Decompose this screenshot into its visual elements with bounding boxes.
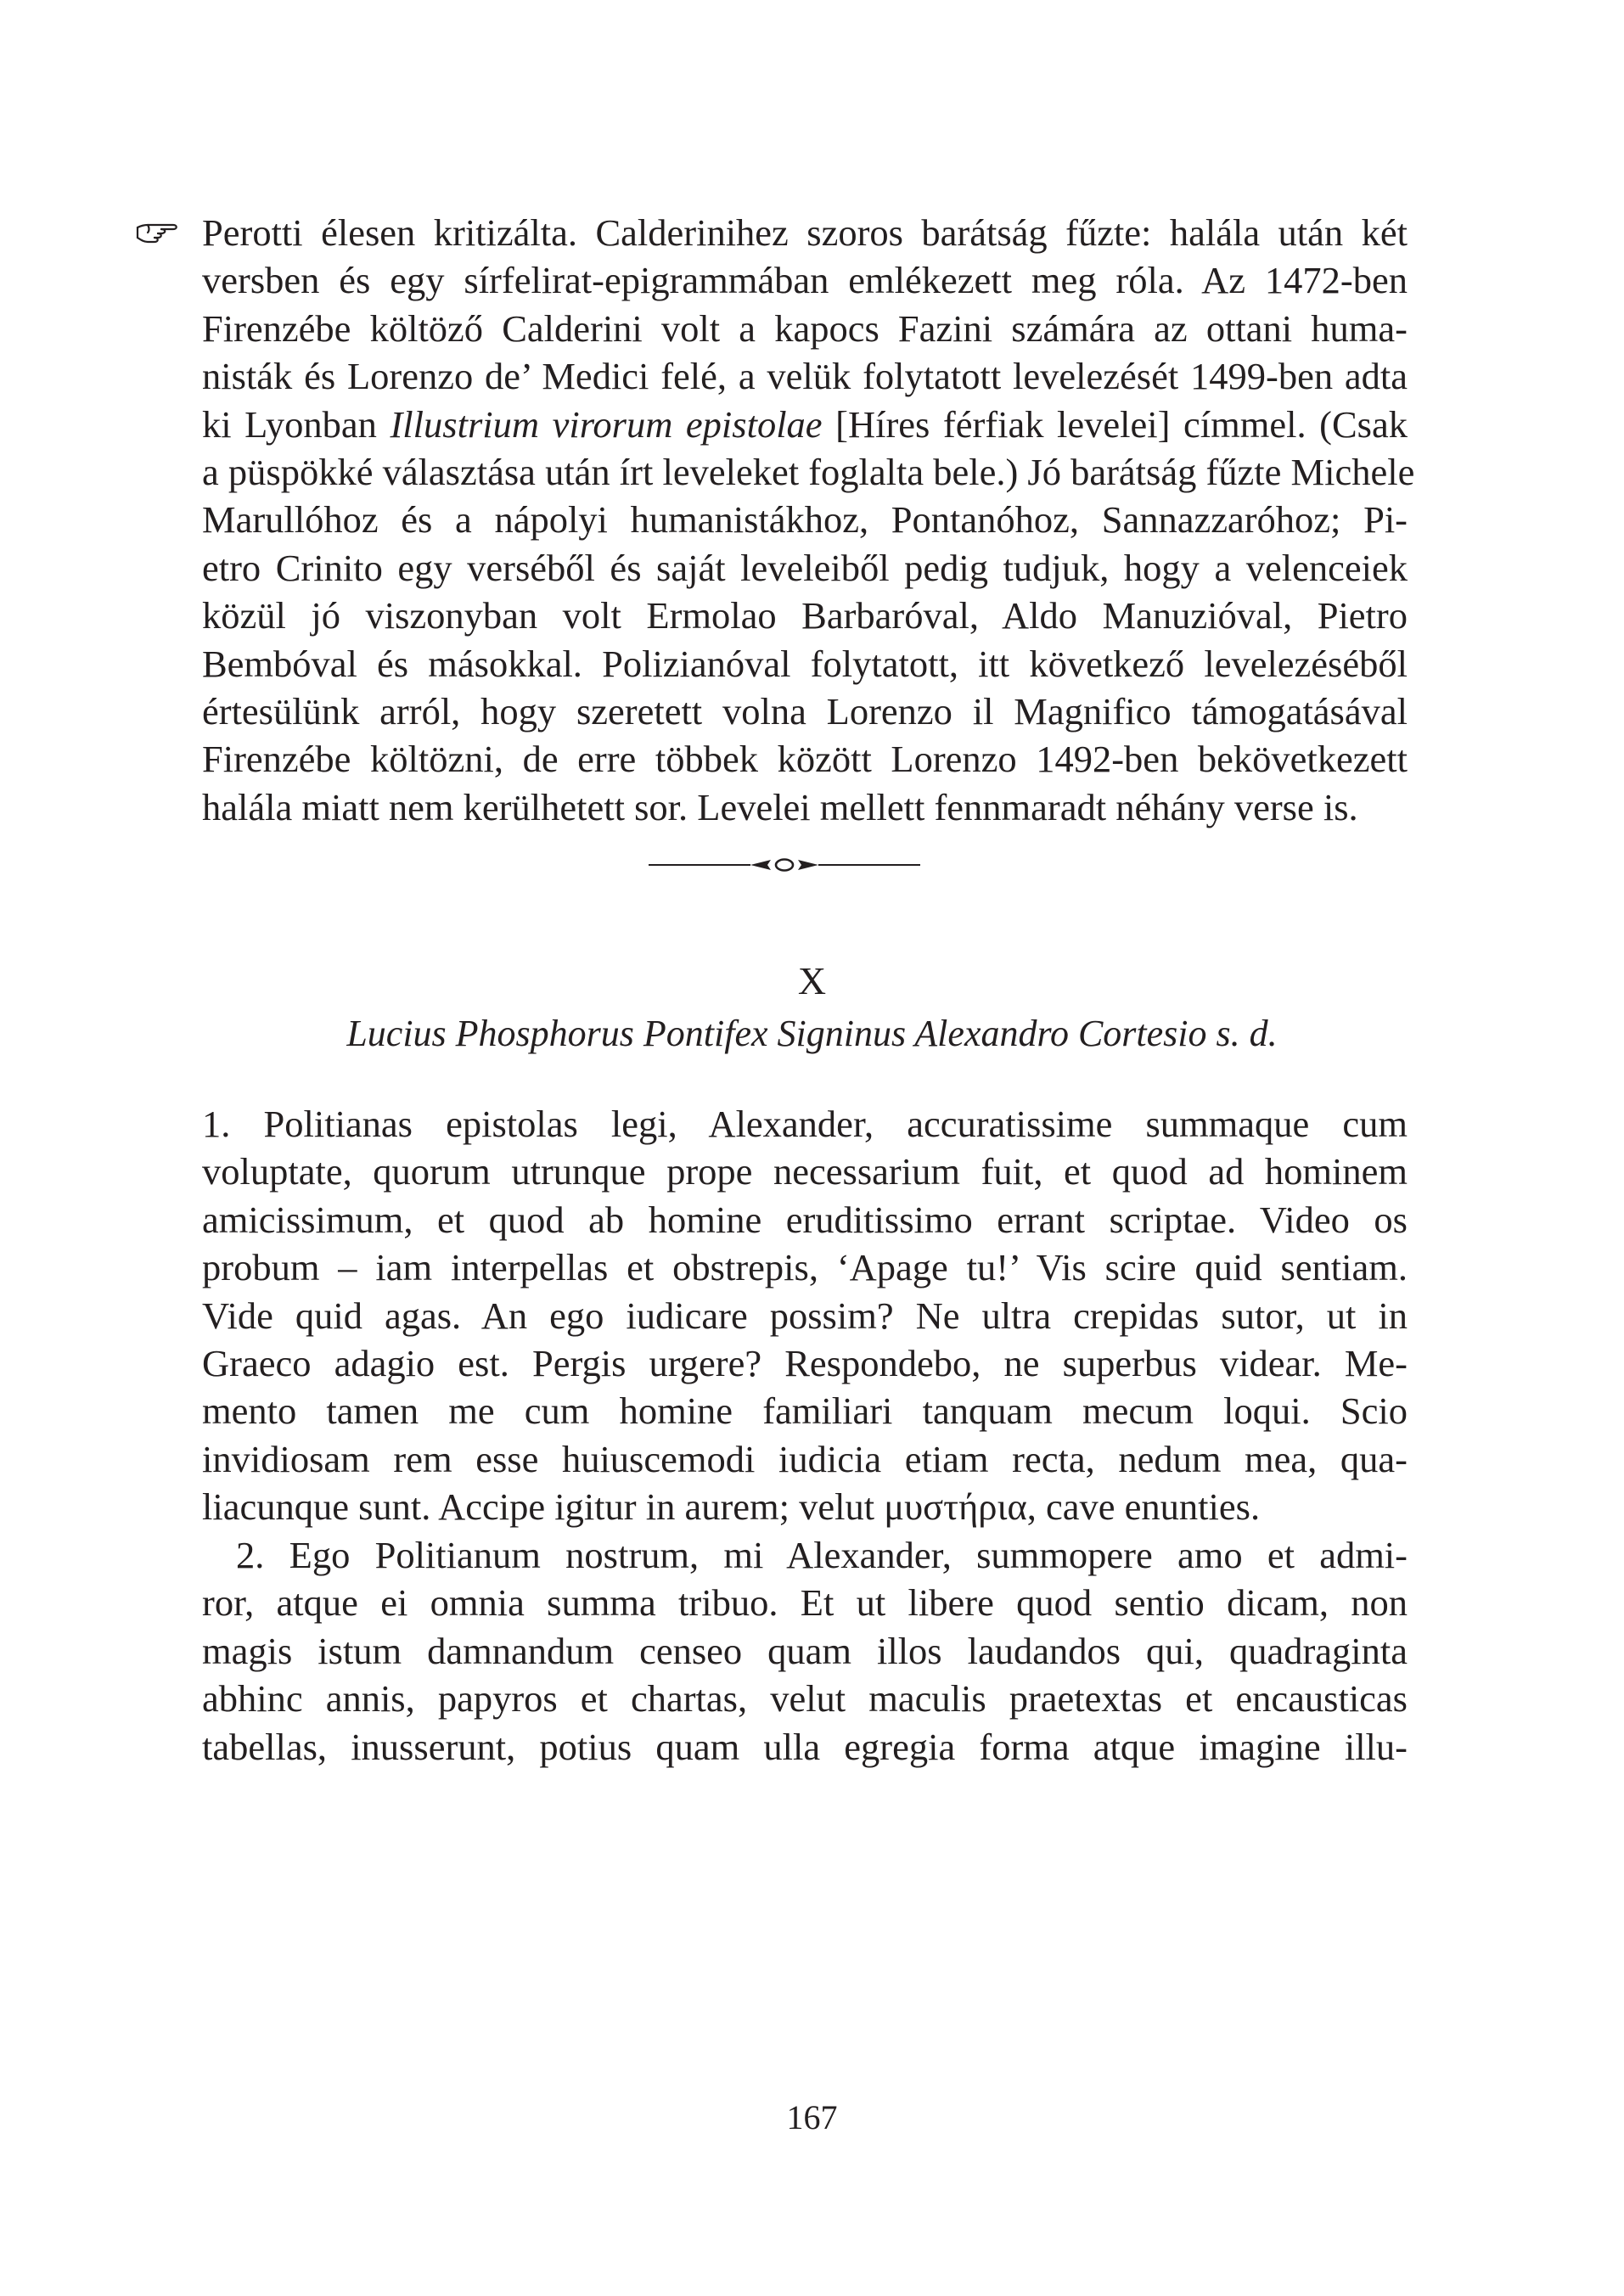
- pointing-hand-icon: [136, 219, 185, 248]
- text-line: halála miatt nem kerülhetett sor. Levelei mellett fennmaradt néhány verse is.: [202, 785, 1358, 828]
- text-line: [202, 401, 1408, 448]
- page-number: 167: [786, 2098, 838, 2136]
- text-fragment: ki Lyonban: [202, 402, 391, 446]
- text-line: liacunque sunt. Accipe igitur in aurem; velut μυστήρια, cave enunties.: [202, 1485, 1261, 1529]
- section-divider-ornament: [649, 852, 920, 878]
- letter-heading: Lucius Phosphorus Pontifex Signinus Alexandro Cortesio s. d.: [346, 1013, 1278, 1054]
- text-line: amicissimum, et quod ab homine eruditissimo errant scriptae. Video os: [202, 1198, 1408, 1241]
- text-line: Perotti élesen kritizálta. Calderinihez szoros barátság fűzte: halála után két: [202, 211, 1408, 254]
- text-line: a püspökké választása után írt leveleket foglalta bele.) Jó barátság fűzte Michele: [202, 451, 1415, 494]
- text-line: Firenzébe költözni, de erre többek között Lorenzo 1492-ben bekövetkezett: [202, 738, 1408, 781]
- text-line: Marullóhoz és a nápolyi humanistákhoz, Pontanóhoz, Sannazzaróhoz; Pi-: [202, 498, 1408, 542]
- text-line: közül jó viszonyban volt Ermolao Barbaróval, Aldo Manuzióval, Pietro: [202, 594, 1408, 637]
- text-line: ror, atque ei omnia summa tribuo. Et ut libere quod sentio dicam, non: [202, 1581, 1408, 1625]
- text-line: mento tamen me cum homine familiari tanquam mecum loqui. Scio: [202, 1389, 1408, 1433]
- text-line: abhinc annis, papyros et chartas, velut maculis praetextas et encausticas: [202, 1677, 1408, 1721]
- text-line: voluptate, quorum utrunque prope necessarium fuit, et quod ad hominem: [202, 1150, 1408, 1193]
- text-line: invidiosam rem esse huiuscemodi iudicia etiam recta, nedum mea, qua-: [202, 1437, 1408, 1480]
- text-line: probum – iam interpellas et obstrepis, ‘Apage tu!’ Vis scire quid sentiam.: [202, 1246, 1408, 1289]
- letter-paragraph-1: [202, 1100, 1408, 1531]
- text-line: 2. Ego Politianum nostrum, mi Alexander, summopere amo et admi-: [236, 1534, 1408, 1576]
- letter-paragraph-2: [202, 1531, 1408, 1771]
- intro-paragraph: [202, 209, 1415, 831]
- text-line: Firenzébe költöző Calderini volt a kapocs Fazini számára az ottani huma-: [202, 306, 1408, 350]
- text-line: nisták és Lorenzo de’ Medici felé, a velük folytatott levelezését 1499-ben adta: [202, 355, 1408, 398]
- text-line: 1. Politianas epistolas legi, Alexander, accuratissime summaque cum: [202, 1103, 1408, 1145]
- letter-number: X: [797, 959, 827, 1002]
- text-line: Vide quid agas. An ego iudicare possim? Ne ultra crepidas sutor, ut in: [202, 1294, 1408, 1337]
- text-fragment: [Híres férfiak levelei] címmel. (Csak: [822, 402, 1408, 446]
- text-line: Bembóval és másokkal. Polizianóval folytatott, itt következő levelezéséből: [202, 642, 1408, 685]
- text-line: értesülünk arról, hogy szeretett volna Lorenzo il Magnifico támogatásával: [202, 690, 1408, 733]
- text-line: magis istum damnandum censeo quam illos laudandos qui, quadraginta: [202, 1629, 1408, 1672]
- text-line: tabellas, inusserunt, potius quam ulla egregia forma atque imagine illu-: [202, 1725, 1408, 1768]
- text-line: versben és egy sírfelirat-epigrammában emlékezett meg róla. Az 1472-ben: [202, 259, 1408, 302]
- book-title: Illustrium virorum epistolae: [390, 402, 823, 446]
- text-line: etro Crinito egy verséből és saját leveleiből pedig tudjuk, hogy a velenceiek: [202, 546, 1408, 589]
- text-line: Graeco adagio est. Pergis urgere? Respondebo, ne superbus videar. Me-: [202, 1342, 1408, 1385]
